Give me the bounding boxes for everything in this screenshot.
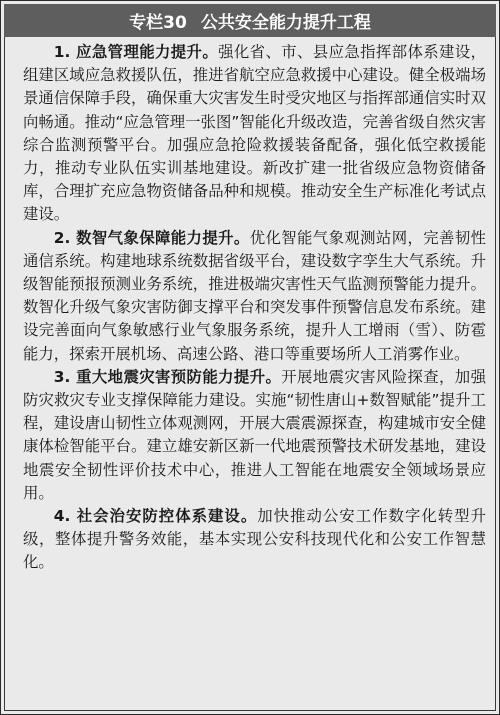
- section-heading: 4. 社会治安防控体系建设。: [53, 507, 258, 526]
- section-heading: 3. 重大地震灾害预防能力提升。: [53, 367, 282, 386]
- section-smart-meteorology: [23, 227, 486, 366]
- section-heading: 1. 应急管理能力提升。: [53, 43, 219, 61]
- box-title: 公共安全能力提升工程: [200, 13, 371, 33]
- box-content: [23, 41, 486, 575]
- column-label: 专栏30: [129, 13, 187, 33]
- section-body: 加快推动公安工作数字化转型升级，整体提升警务效能，基本实现公安科技现代化和公安工作智慧化。: [23, 507, 486, 572]
- section-earthquake-prevention: [23, 366, 486, 505]
- section-emergency-management: [23, 41, 486, 227]
- section-body: 开展地震灾害风险探查，加强防灾救灾专业支撑保障能力建设。实施“韧性唐山+数智赋能”提升工程，建设唐山韧性立体观测网，开展大震震源探查，构建城市安全健康体检智能平台。建立雄安新区新一代地震预警技术研发基地，建设地震安全韧性评价技术中心，推进人工智能在地震安全领域场景应用。: [23, 367, 486, 502]
- section-body: 强化省、市、县应急指挥部体系建设，组建区域应急救援队伍，推进省航空应急救援中心建设。健全极端场景通信保障手段，确保重大灾害发生时受灾地区与指挥部通信实时双向畅通。推动“应急管理一张图”智能化升级改造，完善省级自然灾害综合监测预警平台。加强应急抢险救援装备配备，强化低空救援能力，推动专业队伍实训基地建设。新改扩建一批省级应急物资储备库，合理扩充应急物资储备品种和规模。推动安全生产标准化考试点建设。: [23, 43, 486, 224]
- section-body: 优化智能气象观测站网，完善韧性通信系统。构建地球系统数据省级平台，建设数字孪生大气系统。升级智能预报预测业务系统，推进极端灾害性天气监测预警能力提升。数智化升级气象灾害防御支撑平台和突发事件预警信息发布系统。建设完善面向气象敏感行业气象服务系统，提升人工增雨（雪）、防雹能力，探索开展机场、高速公路、港口等重要场所人工消雾作业。: [23, 228, 486, 363]
- section-public-security: [23, 505, 486, 575]
- box-header: [4, 4, 496, 37]
- section-heading: 2. 数智气象保障能力提升。: [53, 228, 250, 247]
